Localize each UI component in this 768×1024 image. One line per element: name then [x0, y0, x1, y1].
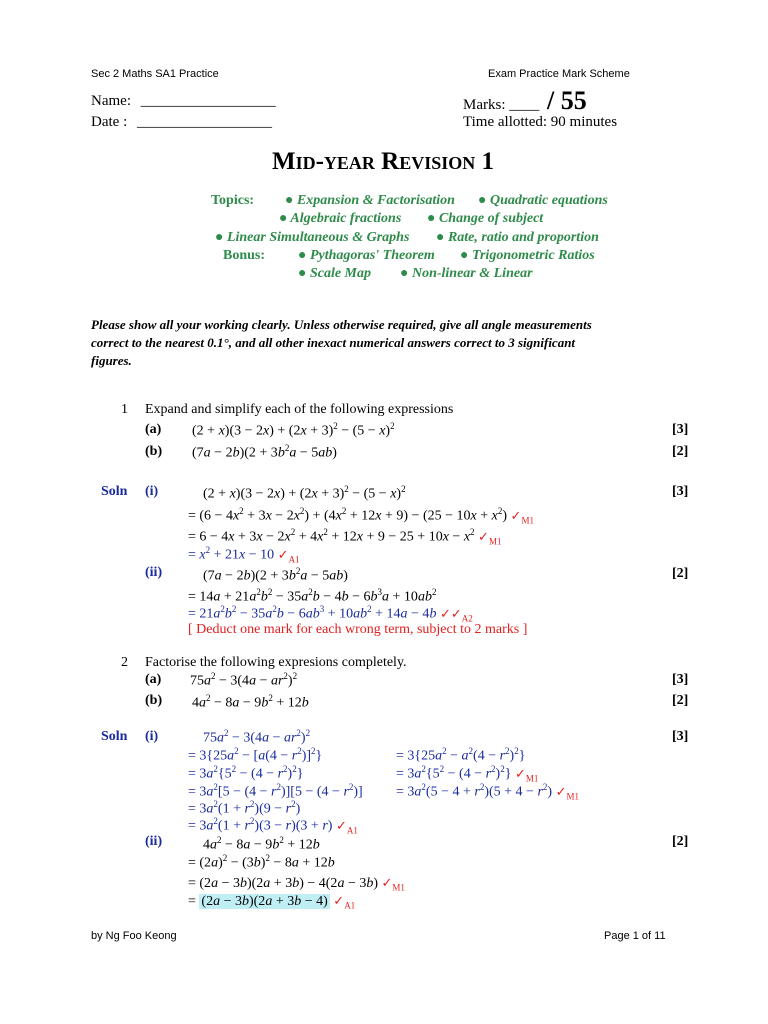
q2-number: 2 — [121, 655, 128, 670]
header-left: Sec 2 Maths SA1 Practice — [91, 68, 219, 80]
marks-blank: ____ — [509, 97, 540, 113]
soln2-ii-mark: [2] — [672, 834, 689, 849]
q1-a-expression: $(2 + x)(3 - 2x) + (2x + 3)^2 - (5 - x)^2$ — [192, 421, 395, 439]
q1-a-mark: [3] — [672, 422, 689, 437]
q2-b-expression: $4a^2 - 8a - 9b^2 + 12b$ — [192, 693, 309, 711]
instructions-line-1: Please show all your working clearly. Unless otherwise required, give all angle measurements — [91, 317, 592, 332]
marks-field — [463, 86, 587, 116]
topic-algebraic-fractions: ● Algebraic fractions — [279, 211, 402, 226]
time-allotted: Time allotted: 90 minutes — [463, 114, 618, 130]
soln1-note: [ Deduct one mark for each wrong term, subject to 2 marks ] — [188, 622, 528, 637]
footer-author: by Ng Foo Keong — [91, 930, 177, 942]
name-label: Name: — [91, 93, 131, 109]
soln2-ii-line-2: = (2a − 3b)(2a + 3b) − 4(2a − 3b) $✓_{M1}$ — [188, 875, 405, 893]
topic-expansion: ● Expansion & Factorisation — [285, 193, 455, 208]
q1-b-mark: [2] — [672, 444, 689, 459]
bonus-label: Bonus: — [223, 248, 266, 263]
soln2-ii-line-1: = $(2a)^2 - (3b)^2 - 8a + 12b$ — [188, 853, 335, 871]
soln1-ii-mark: [2] — [672, 566, 689, 581]
topic-rate-ratio: ● Rate, ratio and proportion — [436, 230, 599, 245]
check-icon: $✓_{A1}$ — [333, 893, 356, 911]
soln2-i-line-4: = $3a^2(1 + r^2)(9 - r^2)$ — [188, 799, 301, 817]
bonus-trigonometric: ● Trigonometric Ratios — [460, 248, 595, 263]
q1-number: 1 — [121, 402, 128, 417]
name-field — [91, 93, 276, 110]
topic-change-of-subject: ● Change of subject — [427, 211, 544, 226]
soln1-label: Soln — [101, 484, 128, 499]
header-right: Exam Practice Mark Scheme — [488, 68, 630, 80]
page-title: Mid-year Revision 1 — [272, 148, 495, 175]
soln2-i-line-2a: = $3a^2\{5^2 - (4 - r^2)^2\}$ — [188, 764, 304, 782]
soln2-label: Soln — [101, 729, 128, 744]
topic-linear-simultaneous: ● Linear Simultaneous & Graphs — [215, 230, 410, 245]
q1-b-label: (b) — [145, 444, 163, 459]
q2-a-expression: $75a^2 - 3(4a - ar^2)^2$ — [190, 671, 298, 689]
bonus-scale-map: ● Scale Map — [298, 266, 372, 281]
check-icon: $✓_{A1}$ — [277, 546, 300, 565]
soln1-i-line-3: = $x^2 + 21x - 10$ $✓_{A1}$ — [188, 545, 300, 565]
q1-a-label: (a) — [145, 422, 162, 437]
soln2-ii-label: (ii) — [145, 834, 163, 849]
final-answer-highlight: (2a − 3b)(2a + 3b − 4) — [201, 894, 328, 909]
date-label: Date : — [91, 114, 128, 130]
name-blank: __________________ — [140, 93, 276, 109]
soln2-ii-line-0: $4a^2 - 8a - 9b^2 + 12b$ — [203, 835, 320, 853]
q2-a-label: (a) — [145, 672, 162, 687]
footer-page-number: Page 1 of 11 — [604, 930, 666, 942]
soln1-ii-line-2: = $21a^2b^2 - 35a^2b - 6ab^3 + 10ab^2 + 14a - 4b$ $✓✓_{A2}$ — [188, 604, 473, 624]
check-icon: $✓_{M1}$ — [555, 783, 579, 802]
soln2-i-mark: [3] — [672, 729, 689, 744]
check-icon: $✓_{M1}$ — [478, 528, 502, 547]
soln1-ii-line-1: = $14a + 21a^2b^2 - 35a^2b - 4b - 6b^3a + 10ab^2$ — [188, 587, 437, 605]
topics-label: Topics: — [211, 193, 255, 208]
soln2-i-line-5: = $3a^2(1 + r^2)(3 - r)(3 + r)$ $✓_{A1}$ — [188, 816, 358, 836]
check-icon: $✓_{A1}$ — [335, 817, 358, 836]
soln2-i-line-1a: = $3\{25a^2 - [a(4 - r^2)]^2\}$ — [188, 746, 323, 764]
check-icon: $✓_{M1}$ — [514, 765, 539, 784]
q2-a-mark: [3] — [672, 672, 689, 687]
q1-prompt: Expand and simplify each of the following expressions — [145, 402, 454, 417]
soln2-ii-line-3: = (2a − 3b)(2a + 3b − 4) $✓_{A1}$ — [188, 893, 356, 911]
date-field — [91, 114, 272, 131]
soln2-i-line-3a: = $3a^2[5 - (4 - r^2)][5 - (4 - r^2)]$ — [188, 782, 363, 800]
q2-prompt: Factorise the following expresions completely. — [145, 655, 407, 670]
bonus-pythagoras: ● Pythagoras' Theorem — [298, 248, 435, 263]
soln2-i-line-0: $75a^2 - 3(4a - ar^2)^2$ — [203, 728, 311, 746]
soln2-i-label: (i) — [145, 729, 159, 744]
soln1-ii-line-0: $(7a - 2b)(2 + 3b^2a - 5ab)$ — [203, 566, 348, 584]
check-icon: $✓_{M1}$ — [510, 507, 534, 526]
instructions-line-2: correct to the nearest 0.1°, and all other inexact numerical answers correct to 3 significant — [91, 335, 576, 350]
date-blank: __________________ — [136, 114, 272, 130]
soln2-i-line-2b: = $3a^2\{5^2 - (4 - r^2)^2\}$ $✓_{M1}$ — [396, 764, 539, 784]
q1-b-expression: $(7a - 2b)(2 + 3b^2a - 5ab)$ — [192, 443, 337, 461]
soln1-i-line-1: = $(6 - 4x^2 + 3x - 2x^2) + (4x^2 + 12x + 9) - (25 - 10x + x^2)$ $✓_{M1}$ — [188, 506, 534, 526]
instructions-line-3: figures. — [91, 353, 132, 368]
soln1-i-line-0: $(2 + x)(3 - 2x) + (2x + 3)^2 - (5 - x)^2$ — [203, 484, 406, 502]
marks-label: Marks: — [463, 97, 506, 113]
q2-b-mark: [2] — [672, 693, 689, 708]
bonus-non-linear: ● Non-linear & Linear — [400, 266, 533, 281]
check-icon: $✓✓_{A2}$ — [439, 605, 473, 624]
marks-total: / 55 — [547, 86, 587, 115]
topic-quadratic: ● Quadratic equations — [478, 193, 608, 208]
check-icon: $✓_{M1}$ — [381, 875, 405, 893]
soln1-i-mark: [3] — [672, 484, 689, 499]
soln2-i-line-1b: = $3\{25a^2 - a^2(4 - r^2)^2\}$ — [396, 746, 526, 764]
soln1-i-label: (i) — [145, 484, 159, 499]
soln1-ii-label: (ii) — [145, 565, 163, 580]
q2-b-label: (b) — [145, 693, 163, 708]
soln2-i-line-3b: = $3a^2(5 - 4 + r^2)(5 + 4 - r^2)$ $✓_{M1}$ — [396, 782, 579, 802]
soln1-i-line-2: = $6 - 4x + 3x - 2x^2 + 4x^2 + 12x + 9 - 25 + 10x - x^2$ $✓_{M1}$ — [188, 527, 502, 547]
